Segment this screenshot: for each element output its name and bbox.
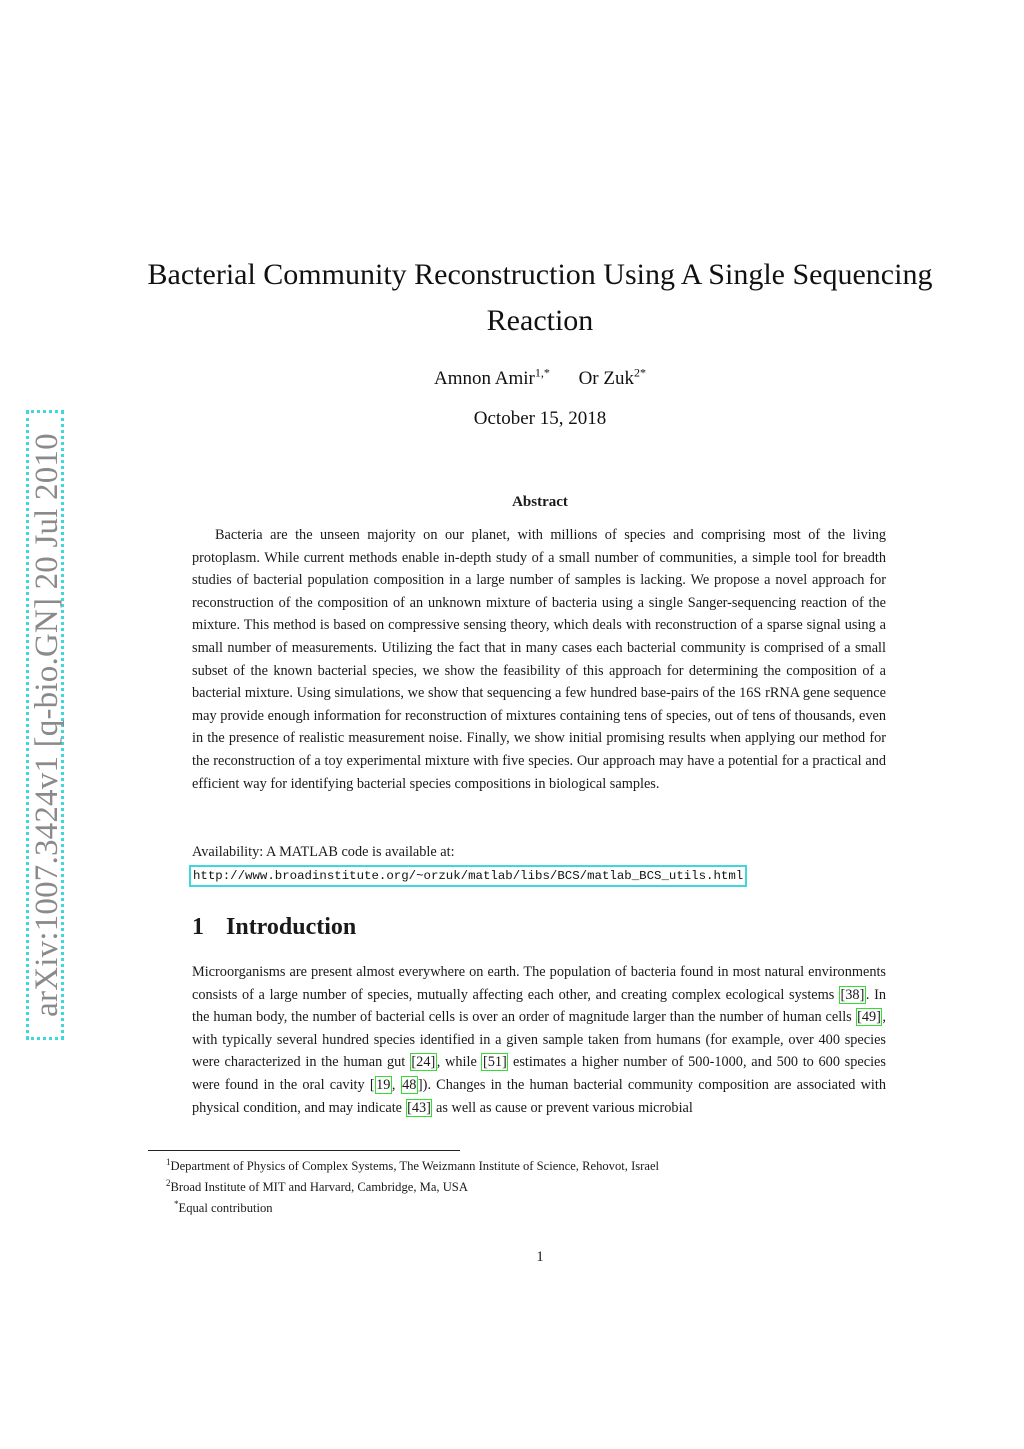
intro-text: . In the human body, the number of bacterial cells is over an order of magnitude larger than the number of human cells	[192, 986, 887, 1026]
citation-link[interactable]: [49]	[857, 1009, 881, 1026]
introduction-paragraph	[192, 961, 886, 1119]
section-number: 1	[192, 914, 204, 940]
intro-text: estimates a higher number of 500-1000, and 500 to 600 species were found in the oral cavity [	[192, 1054, 886, 1093]
author-2-name: Or Zuk	[578, 368, 634, 390]
footnote-mark: 2	[166, 1178, 171, 1189]
author-1-name: Amnon Amir	[434, 368, 535, 390]
footnote-text: Department of Physics of Complex Systems, The Weizmann Institute of Science, Rehovot, Israel	[170, 1159, 660, 1174]
citation-link[interactable]: 48	[402, 1076, 417, 1093]
citation-link[interactable]: [51]	[482, 1054, 507, 1071]
section-title: Introduction	[226, 914, 357, 940]
intro-text: ,	[391, 1076, 401, 1093]
intro-text: Microorganisms are present almost everywhere on earth. The population of bacteria found in most natural environments consists of a large number of species, mutually affecting each other, and creating complex ecological systems	[192, 964, 886, 1003]
footnote-equal-contribution	[166, 1196, 886, 1217]
citation-link[interactable]: 19	[376, 1076, 391, 1093]
intro-text: ]). Changes in the human bacterial community composition are associated with physical condition, and may indicate	[192, 1076, 886, 1116]
footnote-mark: *	[174, 1199, 179, 1210]
author-list	[190, 366, 890, 390]
author-2-affiliation-mark: 2*	[633, 366, 646, 380]
footnotes	[166, 1154, 886, 1218]
intro-text: , while	[436, 1054, 482, 1071]
footnote-affiliation-2	[166, 1175, 886, 1196]
citation-link[interactable]: [24]	[411, 1054, 436, 1071]
footnote-text: Equal contribution	[178, 1201, 273, 1216]
page-number: 1	[536, 1249, 544, 1265]
footnote-divider	[148, 1150, 460, 1151]
footnote-text: Broad Institute of MIT and Harvard, Cambridge, Ma, USA	[170, 1180, 468, 1195]
abstract-body: Bacteria are the unseen majority on our planet, with millions of species and comprising most of the living protoplasm. While current methods enable in-depth study of a small number of communities, a simple tool for breadth studies of bacterial population composition in a large number of samples is lacking. We propose a novel approach for reconstruction of the composition of an unknown mixture of bacteria using a single Sanger-sequencing reaction of the mixture. This method is based on compressive sensing theory, which deals with reconstruction of a sparse signal using a small number of measurements. Utilizing the fact that in many cases each bacterial community is comprised of a small subset of the known bacterial species, we show the feasibility of this approach for determining the composition of a bacterial mixture. Using simulations, we show that sequencing a few hundred base-pairs of the 16S rRNA gene sequence may provide enough information for reconstruction of mixtures containing tens of species, out of tens of thousands, even in the presence of realistic measurement noise. Finally, we show initial promising results when applying our method for the reconstruction of a toy experimental mixture with five species. Our approach may have a potential for a practical and efficient way for identifying bacterial species compositions in biological samples.	[192, 527, 886, 792]
paper-date: October 15, 2018	[473, 408, 607, 429]
abstract-heading: Abstract	[512, 494, 568, 510]
author-1	[434, 368, 550, 389]
citation-link[interactable]: [38]	[840, 986, 865, 1003]
footnote-mark: 1	[166, 1157, 171, 1167]
availability-note: Availability: A MATLAB code is available at:	[192, 844, 455, 860]
paper-title: Bacterial Community Reconstruction Using A Single Sequencing Reaction	[147, 258, 933, 337]
section-heading-introduction	[192, 914, 356, 941]
code-url-link[interactable]: http://www.broadinstitute.org/~orzuk/matlab/libs/BCS/matlab_BCS_utils.html	[189, 865, 747, 887]
citation-link[interactable]: [43]	[407, 1099, 431, 1116]
author-1-affiliation-mark: 1,*	[534, 366, 550, 380]
footnote-affiliation-1	[166, 1154, 886, 1175]
arxiv-identifier-stamp[interactable]: arXiv:1007.3424v1 [q-bio.GN] 20 Jul 2010	[26, 410, 64, 1040]
intro-text: as well as cause or prevent various microbial	[432, 1099, 693, 1116]
intro-text: , with typically several hundred species identified in a given sample taken from humans (for example, over 400 species were characterized in the human gut	[192, 1009, 886, 1071]
author-2	[579, 368, 646, 389]
